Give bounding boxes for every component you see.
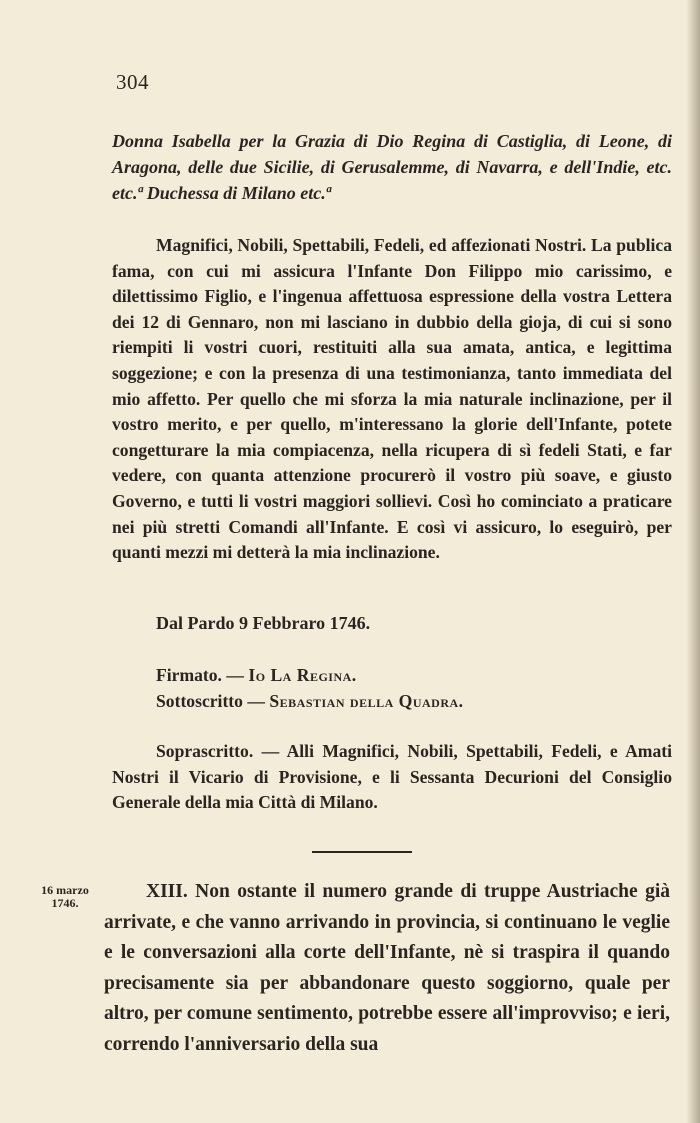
signature-name: Io La Regina. <box>248 665 357 685</box>
letter-heading: Donna Isabella per la Grazia di Dio Regina di Castiglia, di Leone, di Aragona, delle due Sicilie, di Gerusalemme, di Navarra, e dell'Indie, etc. etc.ª Duchessa di Milano etc.ª <box>112 131 672 203</box>
section-divider <box>312 851 412 853</box>
letter-body: Magnifici, Nobili, Spettabili, Fedeli, ed affezionati Nostri. La publica fama, con cui mi assicura l'Infante Don Filippo mio carissimo, e dilettissimo Figlio, e l'ingenua affettuosa espressione della vostra Lettera dei 12 di Gennaro, non mi lasciano in dubbio della gioja, di cui si sono riempiti li vostri cuori, restituiti alla sua amata, antica, e legittima soggezione; e con la presenza di una testimonianza, tanto immediata del mio affetto. Per quello che mi sforza la mia naturale inclinazione, per il vostro merito, e per quello, m'interessano la glorie dell'Infante, potete congetturare la mia compiacenza, nella ricupera di sì fedeli Stati, e far vedere, con quanta attenzione procurerò il vostro più soave, e giusto Governo, e tutti li vostri maggiori sollievi. Così ho cominciato a praticare nei più stretti Comandi all'Infante. E così vi assicuro, lo eseguirò, per quanti mezzi mi detterà la mia inclinazione. <box>112 235 672 563</box>
countersignature-line <box>156 688 700 714</box>
page-number: 304 <box>116 70 149 94</box>
margin-note-year: 1746. <box>51 896 79 910</box>
countersignature-label: Sottoscritto — <box>156 691 265 711</box>
letter-address: Soprascritto. — Alli Magnifici, Nobili, Spettabili, Fedeli, e Amati Nostri il Vicario di Provisione, e li Sessanta Decurioni del Consiglio Generale della mia Città di Milano. <box>112 741 672 813</box>
page-edge-shadow <box>686 0 700 1123</box>
letter-date-line: Dal Pardo 9 Febbraro 1746. <box>156 613 371 633</box>
signature-label: Firmato. — <box>156 665 244 685</box>
section-xiii-text: XIII. Non ostante il numero grande di truppe Austriache già arrivate, e che vanno arrivando in provincia, si continuano le veglie e le conversazioni alla corte dell'Infante, nè si traspira il quando precisamente sia per abbandonare questo soggiorno, quale per altro, per comune sentimento, potrebbe essere all'improvviso; e ieri, correndo l'anniversario della sua <box>104 881 670 1055</box>
margin-date-note <box>30 884 100 910</box>
countersignature-name: Sebastian della Quadra. <box>269 691 464 711</box>
margin-note-day: 16 marzo <box>41 883 89 897</box>
signature-line <box>156 662 700 688</box>
